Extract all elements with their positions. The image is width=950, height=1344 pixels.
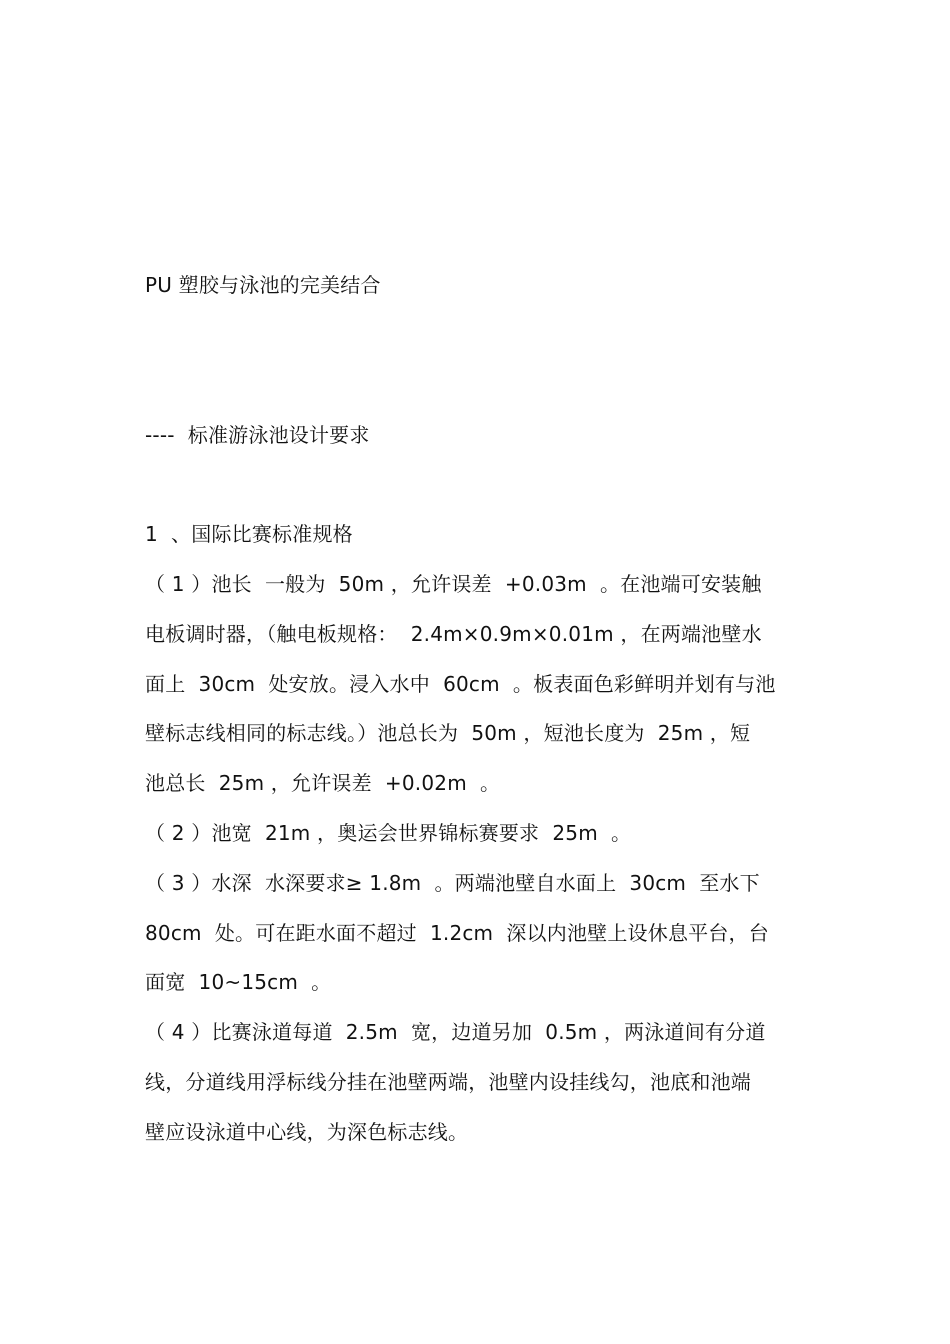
- paragraph-line: 壁应设泳道中心线，为深色标志线。: [145, 1120, 469, 1144]
- document-subtitle: ---- 标准游泳池设计要求: [145, 423, 370, 447]
- paragraph-line: 电板调时器，（触电板规格： 2.4m×0.9m×0.01m ，在两端池壁水: [145, 622, 762, 646]
- paragraph-line: 面宽 10~15cm 。: [145, 970, 332, 994]
- paragraph-line: 线，分道线用浮标线分挂在池壁两端，池壁内设挂线勾，池底和池端: [145, 1070, 751, 1094]
- paragraph-line: 壁标志线相同的标志线。）池总长为 50m ，短池长度为 25m ，短: [145, 721, 751, 745]
- paragraph-line: （ 2 ）池宽 21m ，奥运会世界锦标赛要求 25m 。: [145, 821, 632, 845]
- paragraph-line: 80cm 处。可在距水面不超过 1.2cm 深以内池壁上设休息平台，台: [145, 921, 769, 945]
- paragraph-line: （ 4 ）比赛泳道每道 2.5m 宽，边道另加 0.5m ，两泳道间有分道: [145, 1020, 766, 1044]
- document-title: PU 塑胶与泳池的完美结合: [145, 273, 381, 297]
- section-heading: 1 、国际比赛标准规格: [145, 522, 353, 546]
- paragraph-line: （ 3 ）水深 水深要求≥ 1.8m 。两端池壁自水面上 30cm 至水下: [145, 871, 760, 895]
- paragraph-line: 面上 30cm 处安放。浸入水中 60cm 。板表面色彩鲜明并划有与池: [145, 672, 776, 696]
- paragraph-line: 池总长 25m ，允许误差 +0.02m 。: [145, 771, 501, 795]
- paragraph-line: （ 1 ）池长 一般为 50m ，允许误差 +0.03m 。在池端可安装触: [145, 572, 762, 596]
